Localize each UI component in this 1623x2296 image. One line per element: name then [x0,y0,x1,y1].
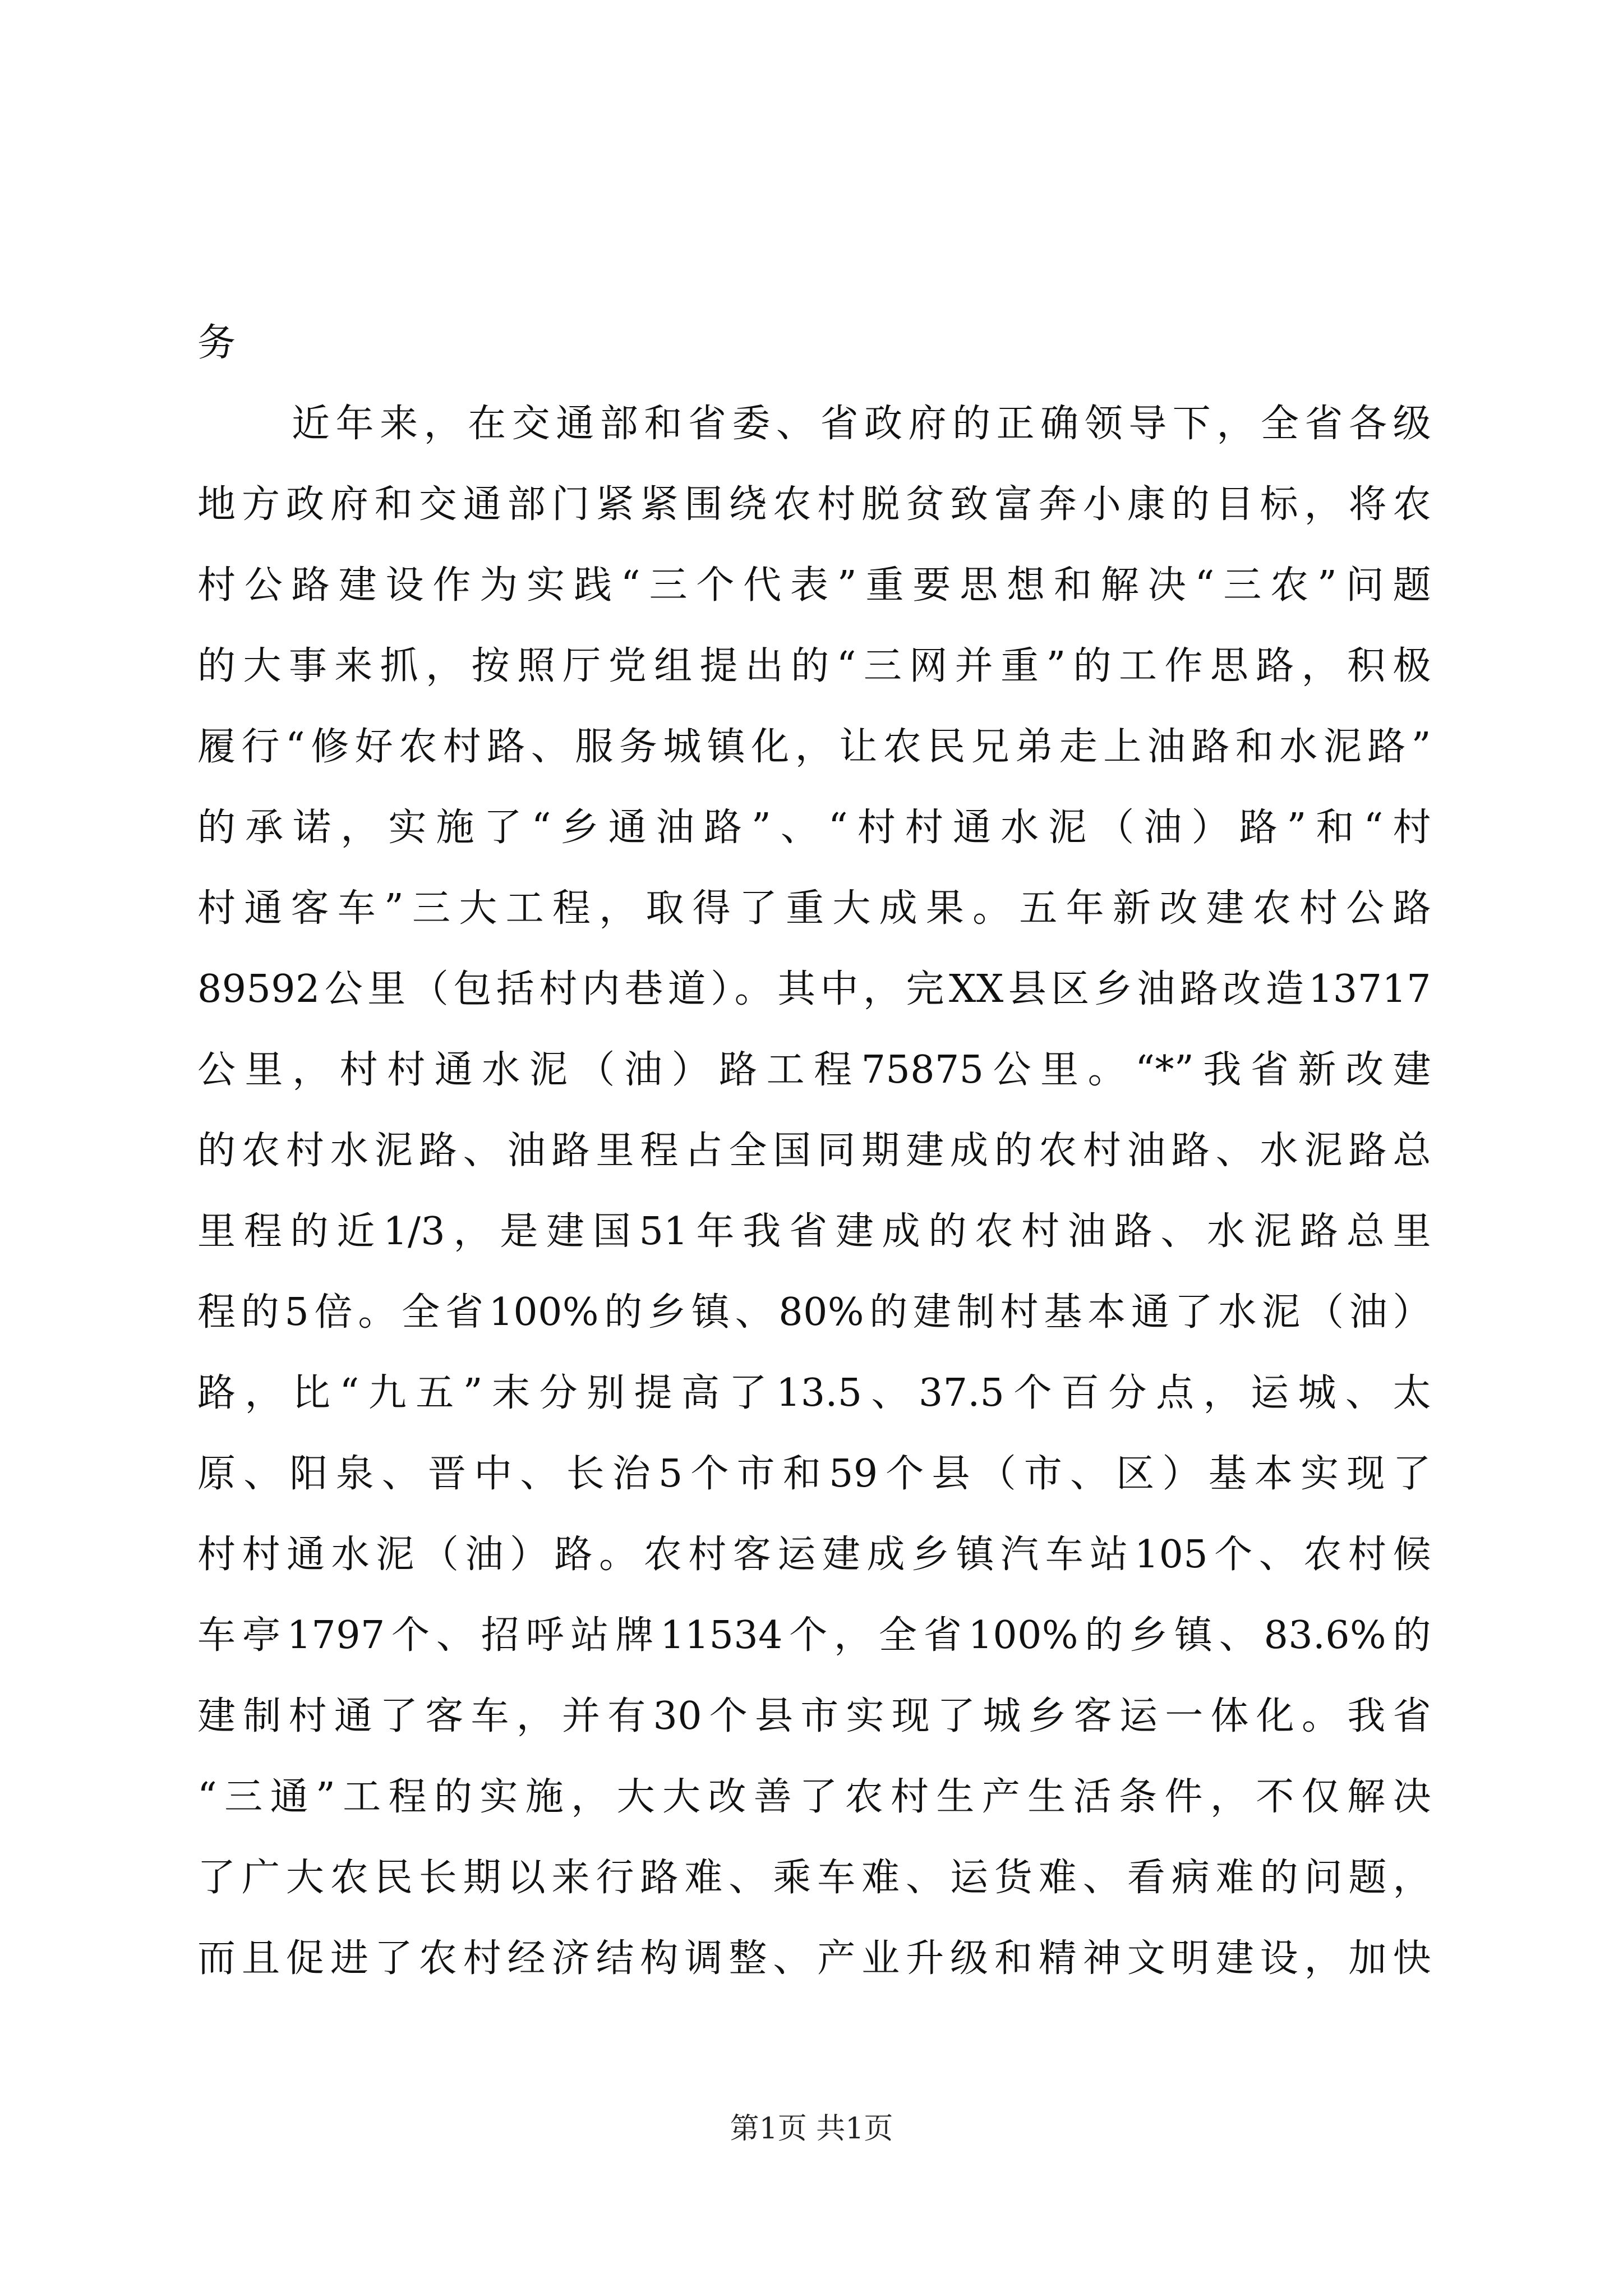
text-line-12: 里程的近1/3，是建国51年我省建成的农村油路、水泥路总里 [197,1209,1431,1254]
text-line-18: 建制村通了客车，并有30个县市实现了城乡客运一体化。我省 [197,1694,1431,1738]
text-line-14: 路，比“九五”末分别提高了13.5、37.5个百分点，运城、太 [197,1371,1431,1415]
text-line-6: 履行“修好农村路、服务城镇化，让农民兄弟走上油路和水泥路” [197,725,1431,769]
text-line-4: 村公路建设作为实践“三个代表”重要思想和解决“三农”问题 [197,563,1431,608]
text-line-21: 而且促进了农村经济结构调整、产业升级和精神文明建设，加快 [197,1936,1431,1981]
document-body [197,303,1431,1999]
text-line-2: 近年来，在交通部和省委、省政府的正确领导下，全省各级 [292,402,1431,446]
text-line-5: 的大事来抓，按照厅党组提出的“三网并重”的工作思路，积极 [197,644,1431,688]
text-line-13: 程的5倍。全省100%的乡镇、80%的建制村基本通了水泥（油） [197,1290,1431,1335]
text-line-7: 的承诺，实施了“乡通油路”、“村村通水泥（油）路”和“村 [197,806,1431,850]
text-line-8: 村通客车”三大工程，取得了重大成果。五年新改建农村公路 [197,886,1431,931]
page-number: 第1页 共1页 [730,2112,893,2146]
text-line-3: 地方政府和交通部门紧紧围绕农村脱贫致富奔小康的目标，将农 [197,482,1431,527]
text-line-19: “三通”工程的实施，大大改善了农村生产生活条件，不仅解决 [197,1775,1431,1819]
text-line-9: 89592公里（包括村内巷道）。其中，完XX县区乡油路改造13717 [197,967,1431,1011]
text-line-15: 原、阳泉、晋中、长治5个市和59个县（市、区）基本实现了 [197,1452,1431,1496]
page-footer [0,2109,1623,2148]
text-line-11: 的农村水泥路、油路里程占全国同期建成的农村油路、水泥路总 [197,1129,1431,1173]
text-line-16: 村村通水泥（油）路。农村客运建成乡镇汽车站105个、农村候 [197,1533,1431,1577]
text-line-10: 公里，村村通水泥（油）路工程75875公里。“*”我省新改建 [197,1048,1431,1092]
text-line-20: 了广大农民长期以来行路难、乘车难、运货难、看病难的问题， [197,1856,1431,1900]
text-line-1: 务 [197,321,236,365]
text-line-17: 车亭1797个、招呼站牌11534个，全省100%的乡镇、83.6%的 [197,1613,1431,1658]
